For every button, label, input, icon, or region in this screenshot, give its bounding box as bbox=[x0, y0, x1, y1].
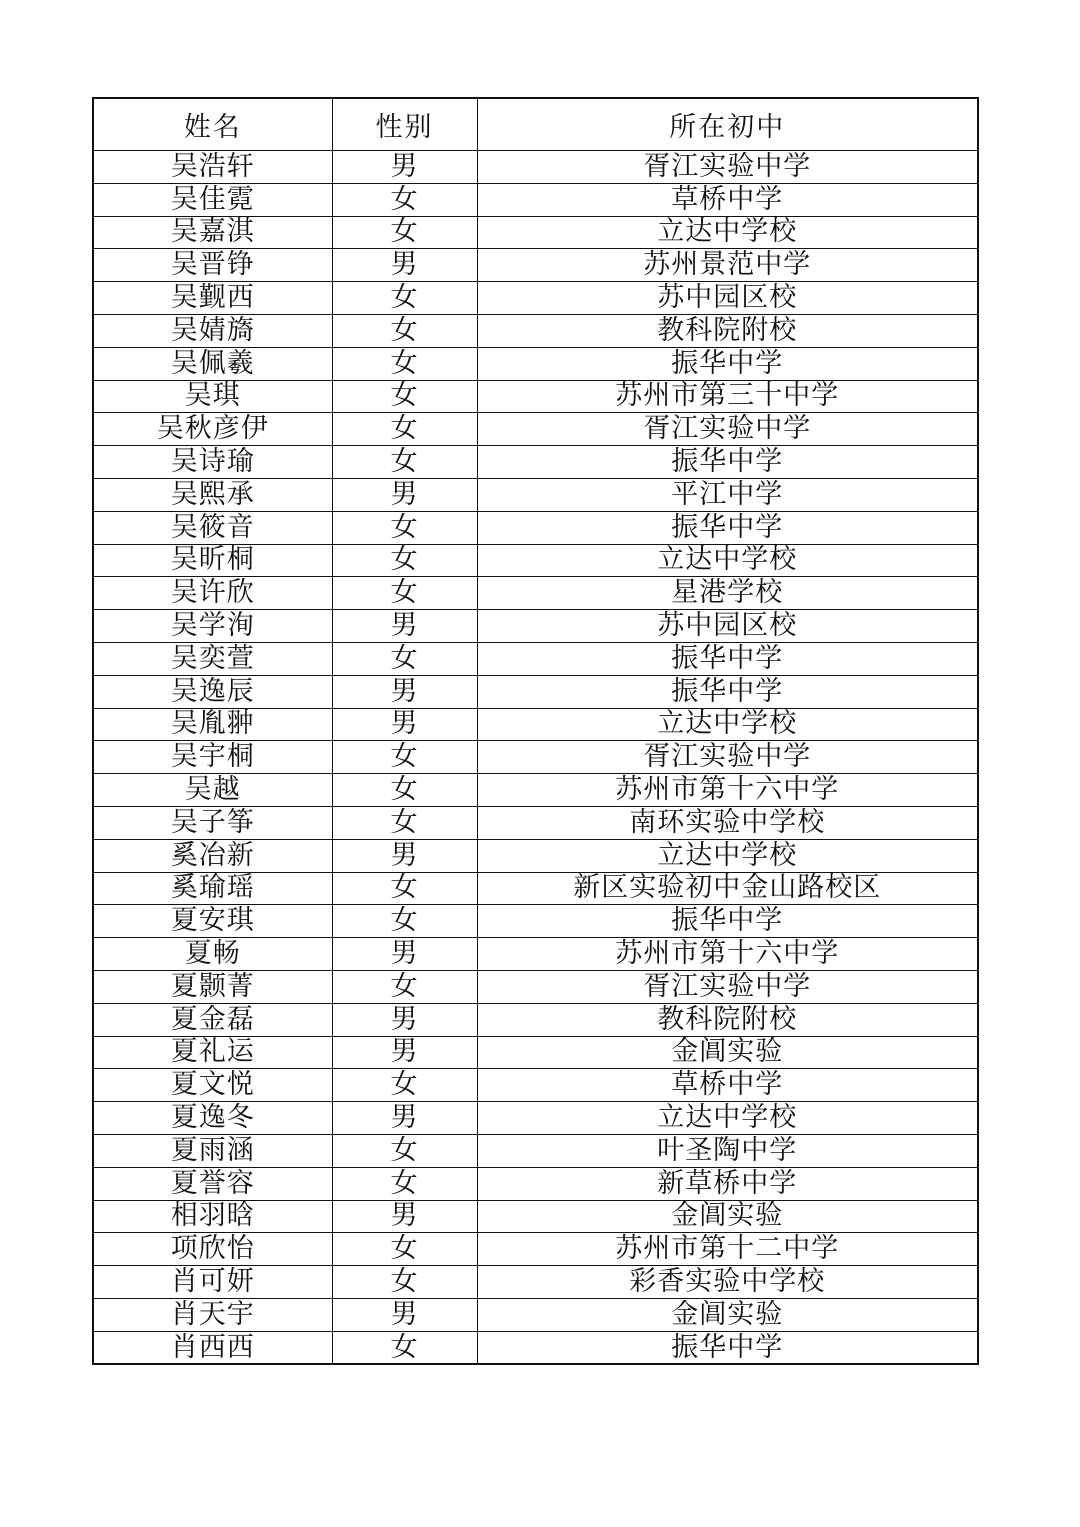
cell-school: 胥江实验中学 bbox=[477, 151, 978, 184]
cell-gender: 男 bbox=[332, 610, 477, 643]
cell-school: 苏州市第十六中学 bbox=[477, 938, 978, 971]
cell-school: 振华中学 bbox=[477, 905, 978, 938]
table-row bbox=[93, 708, 978, 741]
cell-gender: 男 bbox=[332, 249, 477, 282]
cell-name: 夏安琪 bbox=[93, 905, 332, 938]
cell-school: 教科院附校 bbox=[477, 1003, 978, 1036]
cell-gender: 女 bbox=[332, 183, 477, 216]
cell-name: 吴佩羲 bbox=[93, 347, 332, 380]
table-row bbox=[93, 478, 978, 511]
cell-name: 吴子筝 bbox=[93, 806, 332, 839]
cell-name: 夏金磊 bbox=[93, 1003, 332, 1036]
cell-gender: 男 bbox=[332, 839, 477, 872]
table-row bbox=[93, 1102, 978, 1135]
table-row bbox=[93, 216, 978, 249]
cell-school: 平江中学 bbox=[477, 478, 978, 511]
cell-school: 草桥中学 bbox=[477, 183, 978, 216]
table-row bbox=[93, 806, 978, 839]
cell-name: 夏颢菁 bbox=[93, 970, 332, 1003]
cell-gender: 女 bbox=[332, 577, 477, 610]
table-row bbox=[93, 642, 978, 675]
cell-name: 吴诗瑜 bbox=[93, 446, 332, 479]
table-row bbox=[93, 1233, 978, 1266]
cell-name: 吴昕桐 bbox=[93, 544, 332, 577]
table-row bbox=[93, 249, 978, 282]
cell-school: 新草桥中学 bbox=[477, 1167, 978, 1200]
cell-name: 奚冶新 bbox=[93, 839, 332, 872]
cell-school: 振华中学 bbox=[477, 675, 978, 708]
table-row bbox=[93, 1266, 978, 1299]
cell-gender: 女 bbox=[332, 544, 477, 577]
cell-gender: 男 bbox=[332, 1102, 477, 1135]
cell-gender: 女 bbox=[332, 1134, 477, 1167]
cell-gender: 男 bbox=[332, 1003, 477, 1036]
cell-name: 吴宇桐 bbox=[93, 741, 332, 774]
cell-name: 吴浩轩 bbox=[93, 151, 332, 184]
cell-school: 金阊实验 bbox=[477, 1200, 978, 1233]
cell-school: 苏中园区校 bbox=[477, 610, 978, 643]
cell-gender: 女 bbox=[332, 511, 477, 544]
table-row bbox=[93, 1331, 978, 1364]
cell-gender: 女 bbox=[332, 1331, 477, 1364]
cell-gender: 女 bbox=[332, 970, 477, 1003]
cell-name: 吴晋铮 bbox=[93, 249, 332, 282]
cell-gender: 男 bbox=[332, 938, 477, 971]
cell-name: 吴佳霓 bbox=[93, 183, 332, 216]
cell-name: 相羽晗 bbox=[93, 1200, 332, 1233]
table-row bbox=[93, 577, 978, 610]
cell-gender: 男 bbox=[332, 708, 477, 741]
table-row bbox=[93, 905, 978, 938]
cell-gender: 女 bbox=[332, 1233, 477, 1266]
cell-name: 吴越 bbox=[93, 774, 332, 807]
table-row bbox=[93, 446, 978, 479]
table-row bbox=[93, 1003, 978, 1036]
cell-gender: 女 bbox=[332, 741, 477, 774]
cell-school: 苏中园区校 bbox=[477, 282, 978, 315]
header-school: 所在初中 bbox=[477, 98, 978, 151]
table-row bbox=[93, 741, 978, 774]
table-row bbox=[93, 872, 978, 905]
cell-school: 振华中学 bbox=[477, 1331, 978, 1364]
cell-gender: 女 bbox=[332, 1167, 477, 1200]
table-row bbox=[93, 282, 978, 315]
table-row bbox=[93, 1069, 978, 1102]
cell-name: 吴学洵 bbox=[93, 610, 332, 643]
cell-school: 立达中学校 bbox=[477, 544, 978, 577]
cell-gender: 女 bbox=[332, 642, 477, 675]
table-row bbox=[93, 544, 978, 577]
cell-gender: 男 bbox=[332, 675, 477, 708]
cell-school: 草桥中学 bbox=[477, 1069, 978, 1102]
header-name: 姓名 bbox=[93, 98, 332, 151]
table-row bbox=[93, 1167, 978, 1200]
cell-gender: 男 bbox=[332, 1298, 477, 1331]
table-row bbox=[93, 1036, 978, 1069]
header-row bbox=[93, 98, 978, 151]
cell-gender: 女 bbox=[332, 413, 477, 446]
table-row bbox=[93, 938, 978, 971]
cell-name: 吴许欣 bbox=[93, 577, 332, 610]
cell-name: 肖西西 bbox=[93, 1331, 332, 1364]
cell-school: 金阊实验 bbox=[477, 1298, 978, 1331]
table-row bbox=[93, 183, 978, 216]
cell-gender: 女 bbox=[332, 774, 477, 807]
table-row bbox=[93, 1134, 978, 1167]
cell-gender: 女 bbox=[332, 282, 477, 315]
cell-name: 夏逸冬 bbox=[93, 1102, 332, 1135]
cell-gender: 女 bbox=[332, 446, 477, 479]
cell-name: 项欣怡 bbox=[93, 1233, 332, 1266]
table-row bbox=[93, 151, 978, 184]
cell-name: 吴嘉淇 bbox=[93, 216, 332, 249]
cell-school: 苏州景范中学 bbox=[477, 249, 978, 282]
cell-school: 金阊实验 bbox=[477, 1036, 978, 1069]
cell-school: 苏州市第十二中学 bbox=[477, 1233, 978, 1266]
cell-gender: 女 bbox=[332, 872, 477, 905]
cell-school: 胥江实验中学 bbox=[477, 413, 978, 446]
table-row bbox=[93, 347, 978, 380]
table-row bbox=[93, 1298, 978, 1331]
cell-gender: 女 bbox=[332, 347, 477, 380]
cell-gender: 女 bbox=[332, 380, 477, 413]
cell-name: 夏雨涵 bbox=[93, 1134, 332, 1167]
cell-school: 立达中学校 bbox=[477, 708, 978, 741]
cell-name: 吴觐西 bbox=[93, 282, 332, 315]
cell-school: 南环实验中学校 bbox=[477, 806, 978, 839]
cell-name: 吴奕萱 bbox=[93, 642, 332, 675]
cell-name: 夏礼运 bbox=[93, 1036, 332, 1069]
cell-school: 星港学校 bbox=[477, 577, 978, 610]
cell-name: 吴逸辰 bbox=[93, 675, 332, 708]
table-header bbox=[93, 98, 978, 151]
cell-name: 夏畅 bbox=[93, 938, 332, 971]
cell-name: 夏文悦 bbox=[93, 1069, 332, 1102]
cell-gender: 女 bbox=[332, 1069, 477, 1102]
cell-gender: 男 bbox=[332, 1200, 477, 1233]
cell-school: 振华中学 bbox=[477, 347, 978, 380]
table-row bbox=[93, 314, 978, 347]
cell-name: 肖天宇 bbox=[93, 1298, 332, 1331]
cell-school: 新区实验初中金山路校区 bbox=[477, 872, 978, 905]
table-row bbox=[93, 511, 978, 544]
cell-name: 夏誉容 bbox=[93, 1167, 332, 1200]
cell-school: 教科院附校 bbox=[477, 314, 978, 347]
cell-school: 振华中学 bbox=[477, 511, 978, 544]
table-row bbox=[93, 413, 978, 446]
cell-gender: 男 bbox=[332, 151, 477, 184]
cell-gender: 女 bbox=[332, 905, 477, 938]
cell-gender: 女 bbox=[332, 806, 477, 839]
cell-name: 吴胤翀 bbox=[93, 708, 332, 741]
cell-school: 立达中学校 bbox=[477, 216, 978, 249]
cell-school: 立达中学校 bbox=[477, 1102, 978, 1135]
table-row bbox=[93, 380, 978, 413]
cell-gender: 女 bbox=[332, 216, 477, 249]
table-row bbox=[93, 675, 978, 708]
table-body bbox=[93, 151, 978, 1365]
cell-school: 叶圣陶中学 bbox=[477, 1134, 978, 1167]
cell-gender: 男 bbox=[332, 1036, 477, 1069]
table-row bbox=[93, 774, 978, 807]
cell-name: 吴琪 bbox=[93, 380, 332, 413]
table-row bbox=[93, 839, 978, 872]
cell-name: 吴筱音 bbox=[93, 511, 332, 544]
table-row bbox=[93, 610, 978, 643]
cell-name: 奚瑜瑶 bbox=[93, 872, 332, 905]
cell-school: 立达中学校 bbox=[477, 839, 978, 872]
cell-school: 苏州市第三十中学 bbox=[477, 380, 978, 413]
table-row bbox=[93, 1200, 978, 1233]
header-gender: 性别 bbox=[332, 98, 477, 151]
cell-school: 彩香实验中学校 bbox=[477, 1266, 978, 1299]
cell-name: 吴熙承 bbox=[93, 478, 332, 511]
cell-name: 吴婧旖 bbox=[93, 314, 332, 347]
cell-gender: 女 bbox=[332, 314, 477, 347]
cell-school: 振华中学 bbox=[477, 446, 978, 479]
cell-gender: 女 bbox=[332, 1266, 477, 1299]
cell-name: 肖可妍 bbox=[93, 1266, 332, 1299]
cell-name: 吴秋彦伊 bbox=[93, 413, 332, 446]
cell-school: 胥江实验中学 bbox=[477, 741, 978, 774]
cell-school: 振华中学 bbox=[477, 642, 978, 675]
student-list-table bbox=[92, 97, 979, 1365]
cell-school: 苏州市第十六中学 bbox=[477, 774, 978, 807]
cell-school: 胥江实验中学 bbox=[477, 970, 978, 1003]
table-row bbox=[93, 970, 978, 1003]
cell-gender: 男 bbox=[332, 478, 477, 511]
